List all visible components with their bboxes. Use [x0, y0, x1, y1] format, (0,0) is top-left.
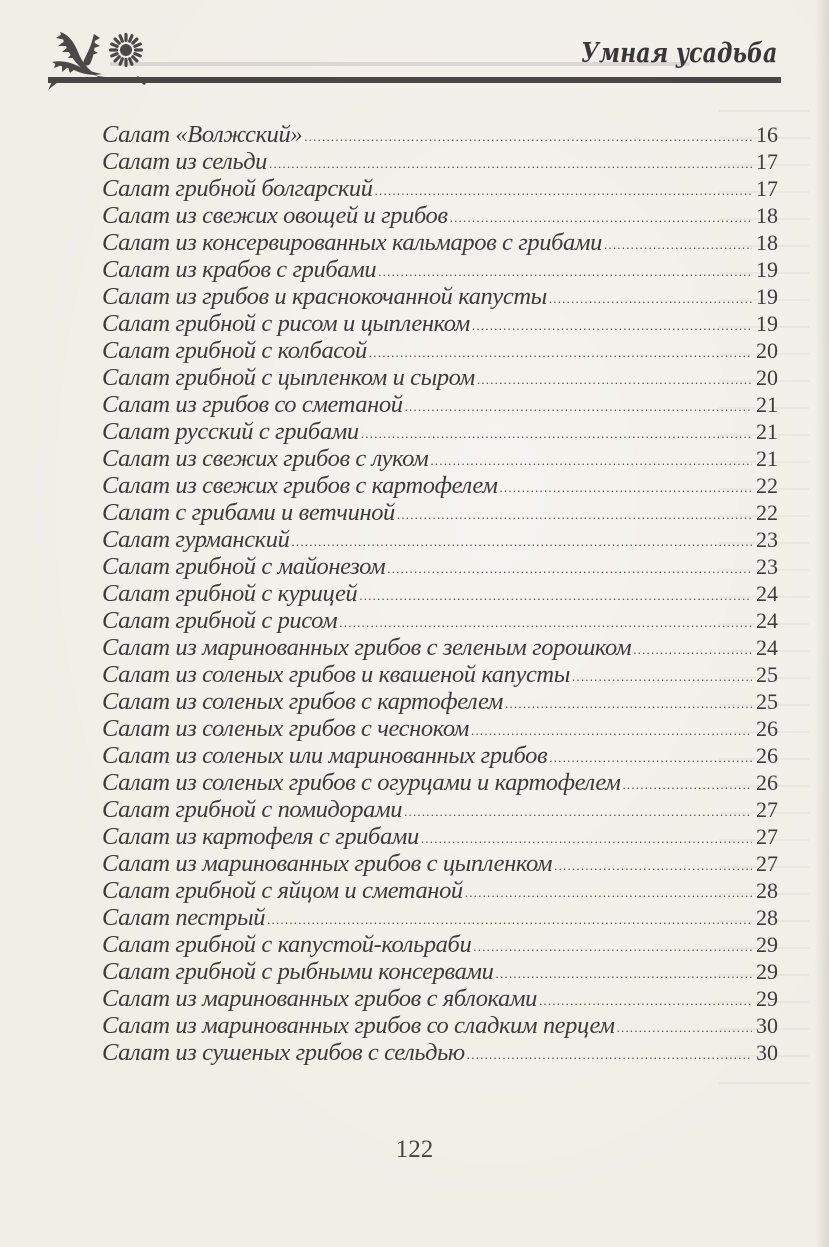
dot-leader	[291, 528, 752, 555]
dot-leader	[375, 177, 752, 204]
toc-entry	[102, 823, 778, 850]
toc-entry	[102, 769, 778, 796]
dot-leader	[505, 690, 752, 717]
toc-entry-title: Салат грибной с майонезом	[102, 553, 386, 580]
toc-entry	[102, 958, 778, 985]
toc-entry	[102, 580, 778, 607]
toc-entry-page: 24	[756, 635, 778, 660]
toc-entry	[102, 337, 778, 364]
toc-entry-title: Салат грибной с яйцом и сметаной	[102, 877, 463, 904]
toc-entry	[102, 391, 778, 418]
toc-entry-page: 30	[756, 1040, 778, 1065]
toc-entry-page: 21	[756, 446, 778, 471]
toc-entry-page: 19	[756, 257, 778, 282]
dot-leader	[359, 582, 752, 609]
dot-leader	[378, 258, 752, 285]
toc-entry	[102, 553, 778, 580]
dot-leader	[450, 204, 752, 231]
page-header	[0, 0, 829, 100]
dot-leader	[304, 123, 752, 150]
dot-leader	[467, 1041, 752, 1068]
toc-entry-page: 27	[756, 797, 778, 822]
toc-entry-page: 26	[756, 716, 778, 741]
toc-entry	[102, 148, 778, 175]
toc-entry	[102, 1012, 778, 1039]
toc-entry	[102, 1039, 778, 1066]
toc-entry-page: 19	[756, 284, 778, 309]
toc-entry-title: Салат из сельди	[102, 148, 268, 175]
toc-entry-page: 26	[756, 743, 778, 768]
toc-entry-page: 29	[756, 986, 778, 1011]
toc-entry-page: 26	[756, 770, 778, 795]
dot-leader	[499, 474, 752, 501]
page-number: 122	[395, 1136, 434, 1163]
toc-entry-page: 21	[756, 419, 778, 444]
dot-leader	[604, 231, 752, 258]
toc-entry	[102, 310, 778, 337]
toc-entry-page: 22	[756, 473, 778, 498]
dot-leader	[430, 447, 752, 474]
toc-entry-title: Салат гурманский	[102, 526, 290, 553]
toc-entry-title: Салат из грибов и краснокочанной капусты	[102, 283, 547, 310]
toc-entry	[102, 418, 778, 445]
dot-leader	[421, 825, 752, 852]
dot-leader	[477, 366, 752, 393]
toc-entry-page: 29	[756, 959, 778, 984]
toc-entry-title: Салат из консервированных кальмаров с грибами	[102, 229, 602, 256]
dot-leader	[397, 501, 752, 528]
toc-entry	[102, 796, 778, 823]
dot-leader	[471, 717, 752, 744]
dot-leader	[405, 393, 752, 420]
toc-entry-page: 21	[756, 392, 778, 417]
dot-leader	[617, 1014, 752, 1041]
toc-entry-title: Салат грибной с рисом	[102, 607, 338, 634]
toc-entry-title: Салат пестрый	[102, 904, 266, 931]
toc-entry-page: 18	[756, 203, 778, 228]
toc-entry-title: Салат из маринованных грибов с цыпленком	[102, 850, 553, 877]
toc-entry-title: Салат грибной с цыпленком и сыром	[102, 364, 475, 391]
dot-leader	[473, 933, 752, 960]
toc-entry-page: 22	[756, 500, 778, 525]
toc-entry	[102, 850, 778, 877]
toc-entry	[102, 904, 778, 931]
toc-entry	[102, 661, 778, 688]
toc-entry-page: 27	[756, 851, 778, 876]
dot-leader	[361, 420, 752, 447]
toc-entry	[102, 202, 778, 229]
toc-entry-page: 24	[756, 581, 778, 606]
toc-entry-title: Салат «Волжский»	[102, 121, 303, 148]
toc-entry	[102, 256, 778, 283]
toc-entry	[102, 634, 778, 661]
toc-entry-title: Салат из сушеных грибов с сельдью	[102, 1039, 465, 1066]
toc-entry	[102, 742, 778, 769]
header-rule	[48, 77, 781, 83]
dot-leader	[549, 744, 752, 771]
toc-entry-page: 28	[756, 905, 778, 930]
toc-entry-page: 17	[756, 176, 778, 201]
dot-leader	[496, 960, 753, 987]
toc-entry-page: 20	[756, 365, 778, 390]
toc-entry	[102, 364, 778, 391]
toc-entry-page: 18	[756, 230, 778, 255]
toc-entry-title: Салат из картофеля с грибами	[102, 823, 419, 850]
toc-entry	[102, 715, 778, 742]
toc-entry-title: Салат грибной с помидорами	[102, 796, 403, 823]
toc-entry-title: Салат из маринованных грибов с зеленым горошком	[102, 634, 632, 661]
toc-entry	[102, 121, 778, 148]
toc-entry	[102, 472, 778, 499]
toc-entry	[102, 526, 778, 553]
dot-leader	[387, 555, 752, 582]
toc-entry	[102, 175, 778, 202]
dot-leader	[404, 798, 752, 825]
dot-leader	[269, 150, 752, 177]
dot-leader	[465, 879, 752, 906]
toc-entry-page: 28	[756, 878, 778, 903]
toc-entry-page: 25	[756, 662, 778, 687]
page-gutter-shadow	[815, 0, 829, 1247]
toc-entry-page: 19	[756, 311, 778, 336]
toc-entry	[102, 607, 778, 634]
toc-entry-title: Салат из маринованных грибов со сладким перцем	[102, 1012, 615, 1039]
toc-entry-title: Салат из соленых грибов с огурцами и картофелем	[102, 769, 621, 796]
toc-entry	[102, 985, 778, 1012]
toc-entry-page: 20	[756, 338, 778, 363]
toc-entry-title: Салат грибной с курицей	[102, 580, 358, 607]
dot-leader	[539, 987, 752, 1014]
toc-entry-title: Салат из соленых грибов с картофелем	[102, 688, 504, 715]
toc-entry-title: Салат из соленых или маринованных грибов	[102, 742, 548, 769]
dot-leader	[554, 852, 752, 879]
toc-entry-page: 29	[756, 932, 778, 957]
toc-entry	[102, 499, 778, 526]
dot-leader	[572, 663, 752, 690]
toc-entry-page: 27	[756, 824, 778, 849]
toc-entry-page: 24	[756, 608, 778, 633]
toc-entry-title: Салат грибной с колбасой	[102, 337, 367, 364]
toc-entry-title: Салат из крабов с грибами	[102, 256, 377, 283]
toc-entry-title: Салат грибной с рисом и цыпленком	[102, 310, 470, 337]
toc-entry-title: Салат из грибов со сметаной	[102, 391, 403, 418]
toc-entry-title: Салат грибной с рыбными консервами	[102, 958, 494, 985]
toc-entry-title: Салат из соленых грибов с чесноком	[102, 715, 470, 742]
toc-entry-page: 23	[756, 554, 778, 579]
toc-entry-page: 17	[756, 149, 778, 174]
toc-entry-title: Салат русский с грибами	[102, 418, 359, 445]
dot-leader	[339, 609, 752, 636]
toc-entry-page: 30	[756, 1013, 778, 1038]
toc-entry-title: Салат из соленых грибов и квашеной капусты	[102, 661, 570, 688]
toc-entry-title: Салат с грибами и ветчиной	[102, 499, 395, 526]
toc-entry	[102, 931, 778, 958]
toc-entry	[102, 283, 778, 310]
table-of-contents	[102, 121, 778, 1066]
toc-entry	[102, 229, 778, 256]
dot-leader	[267, 906, 752, 933]
toc-entry-page: 16	[756, 122, 778, 147]
toc-entry-title: Салат грибной с капустой-кольраби	[102, 931, 472, 958]
running-title: Умная усадьба	[580, 38, 777, 69]
dot-leader	[622, 771, 752, 798]
toc-entry-title: Салат грибной болгарский	[102, 175, 373, 202]
dot-leader	[549, 285, 752, 312]
toc-entry-page: 23	[756, 527, 778, 552]
toc-entry	[102, 877, 778, 904]
toc-entry-title: Салат из свежих грибов с картофелем	[102, 472, 498, 499]
toc-entry-title: Салат из свежих овощей и грибов	[102, 202, 448, 229]
toc-entry	[102, 688, 778, 715]
toc-entry-title: Салат из свежих грибов с луком	[102, 445, 429, 472]
dot-leader	[369, 339, 752, 366]
toc-entry-page: 25	[756, 689, 778, 714]
dot-leader	[472, 312, 752, 339]
dot-leader	[633, 636, 752, 663]
toc-entry	[102, 445, 778, 472]
toc-entry-title: Салат из маринованных грибов с яблоками	[102, 985, 537, 1012]
